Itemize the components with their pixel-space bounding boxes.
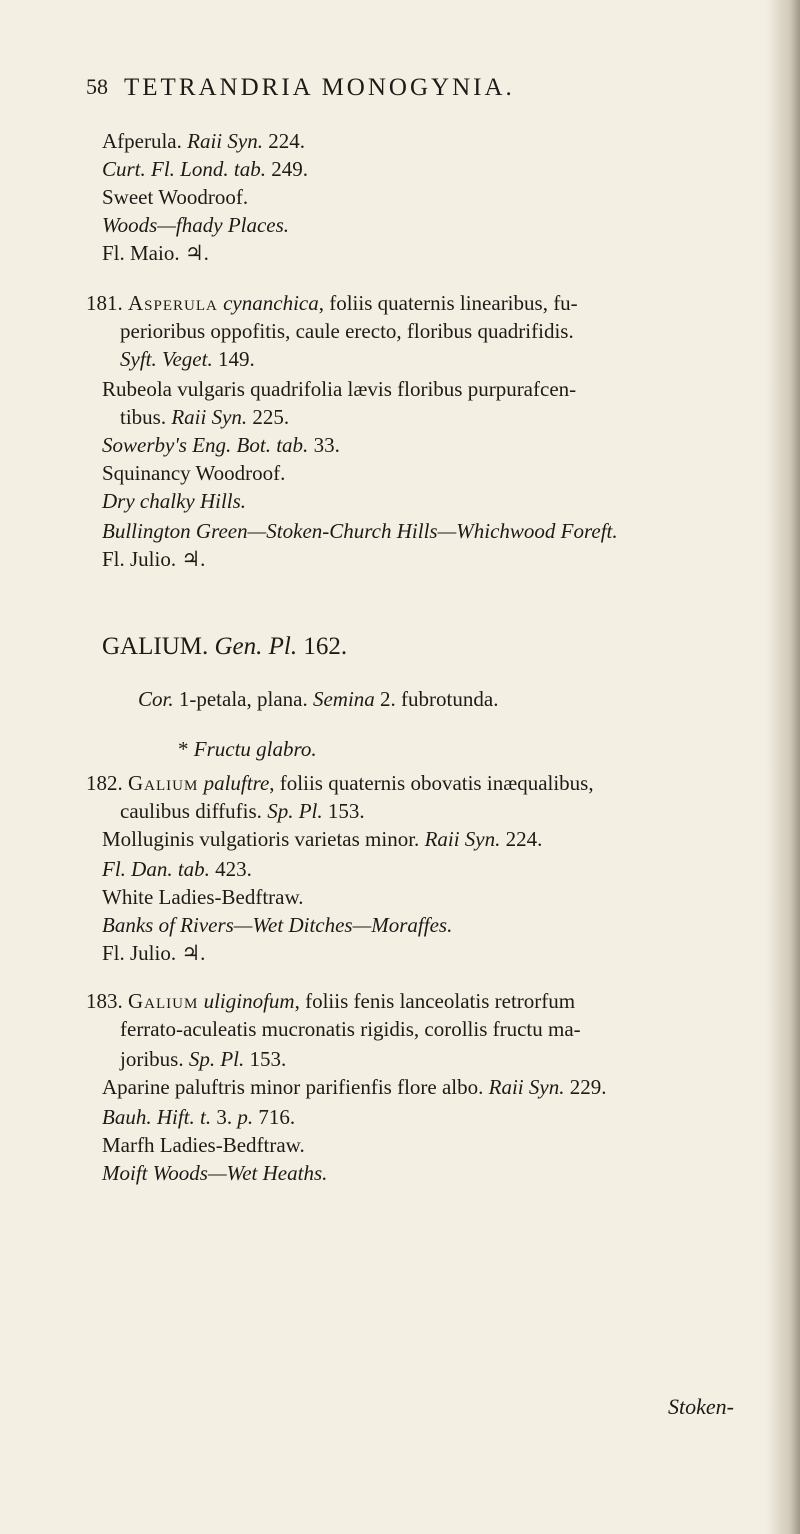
entry-182-line-7 — [102, 940, 205, 966]
text-segment: 229. — [564, 1075, 607, 1099]
entry-183-line-2 — [120, 1016, 581, 1042]
entry-183-line-3 — [120, 1046, 286, 1072]
text-segment: Semina — [312, 687, 375, 711]
text-segment: 153. — [244, 1047, 287, 1071]
text-segment: Squinancy Woodroof. — [102, 461, 286, 485]
entry-183-line-4 — [102, 1074, 606, 1100]
entry-182-line-1 — [86, 770, 594, 796]
text-segment: Syft. Veget. — [120, 347, 213, 371]
text-segment: uliginofum — [203, 989, 295, 1013]
entry-genus-line-2 — [138, 686, 498, 712]
text-segment: Cor. — [138, 687, 174, 711]
text-segment: , foliis quaternis linearibus, fu- — [318, 291, 578, 315]
text-segment: 423. — [209, 857, 252, 881]
text-segment: Bullington Green—Stoken-Church Hills—Whichwood Foreft. — [102, 519, 618, 543]
entry-183-line-7 — [102, 1160, 327, 1186]
entry-cont-line-2 — [102, 156, 308, 182]
page-number: 58 — [86, 74, 108, 99]
text-segment: 249. — [265, 157, 308, 181]
text-segment: 182. — [86, 771, 128, 795]
text-segment: Woods—fhady Places. — [102, 213, 290, 237]
entry-cont-line-5 — [102, 240, 209, 266]
text-segment: Galium — [128, 989, 199, 1013]
text-segment: Sowerby's Eng. Bot. tab. — [102, 433, 309, 457]
text-segment: Raii Syn. — [488, 1075, 565, 1099]
text-segment: , foliis quaternis obovatis inæqualibus, — [269, 771, 594, 795]
entry-181-line-8 — [102, 488, 246, 514]
entry-cont-line-4 — [102, 212, 289, 238]
text-segment: Fl. Dan. tab. — [102, 857, 210, 881]
text-segment: perioribus oppofitis, caule erecto, floribus quadrifidis. — [120, 319, 574, 343]
entry-181-line-7 — [102, 460, 285, 486]
entry-genus-line-3 — [178, 736, 317, 762]
text-segment: White Ladies-Bedftraw. — [102, 885, 304, 909]
text-segment: cynanchica — [223, 291, 319, 315]
text-segment: GALIUM. — [102, 633, 215, 660]
text-segment: 3. — [211, 1105, 238, 1129]
text-segment: joribus. — [120, 1047, 189, 1071]
text-segment: Afperula. — [102, 129, 188, 153]
text-segment: paluftre — [203, 771, 270, 795]
running-head: TETRANDRIA MONOGYNIA. — [124, 74, 515, 101]
text-segment: 162. — [297, 633, 348, 660]
text-segment: Galium — [128, 771, 199, 795]
entry-cont-line-1 — [102, 128, 305, 154]
entry-181-line-1 — [86, 290, 578, 316]
text-segment: , foliis fenis lanceolatis retrorfum — [294, 989, 576, 1013]
text-segment: 224. — [262, 129, 305, 153]
page-header — [86, 72, 706, 112]
text-segment: Bauh. Hift. t. — [102, 1105, 212, 1129]
text-segment: p. — [237, 1105, 254, 1129]
text-segment: Banks of Rivers—Wet Ditches—Moraffes. — [102, 913, 453, 937]
entry-181-line-2 — [120, 318, 574, 344]
text-segment: Sp. Pl. — [188, 1047, 245, 1071]
text-segment: Raii Syn. — [171, 405, 248, 429]
text-segment: 225. — [247, 405, 290, 429]
entry-181-line-6 — [102, 432, 340, 458]
text-segment: Raii Syn. — [187, 129, 263, 153]
entry-183-line-5 — [102, 1104, 295, 1130]
text-segment: Gen. Pl. — [214, 633, 298, 660]
text-segment: 1-petala, plana. — [173, 687, 313, 711]
text-segment: 183. — [86, 989, 128, 1013]
text-segment: Sp. Pl. — [267, 799, 323, 823]
entry-182-line-2 — [120, 798, 365, 824]
text-segment: Fl. Maio. ♃. — [102, 241, 209, 265]
text-segment: Sweet Woodroof. — [102, 185, 249, 209]
text-segment: Aparine paluftris minor parifienfis flore albo. — [102, 1075, 489, 1099]
text-segment: 181. — [86, 291, 128, 315]
text-segment: Marfh Ladies-Bedftraw. — [102, 1133, 305, 1157]
text-segment: 149. — [212, 347, 255, 371]
entry-182-line-5 — [102, 884, 304, 910]
text-segment: tibus. — [120, 405, 172, 429]
text-segment: 153. — [322, 799, 365, 823]
entry-182-line-3 — [102, 826, 542, 852]
entry-181-line-4 — [102, 376, 576, 402]
entry-182-line-4 — [102, 856, 252, 882]
text-segment: Raii Syn. — [424, 827, 501, 851]
page-edge-shadow — [766, 0, 800, 1534]
text-segment: Rubeola vulgaris quadrifolia lævis floribus purpurafcen- — [102, 377, 577, 401]
entry-181-line-10 — [102, 546, 205, 572]
text-segment: Dry chalky Hills. — [102, 489, 247, 513]
text-segment: Asperula — [128, 291, 218, 315]
entry-181-line-9 — [102, 518, 618, 544]
text-segment: ferrato-aculeatis mucronatis rigidis, corollis fructu ma- — [120, 1017, 581, 1041]
entry-181-line-5 — [120, 404, 289, 430]
text-segment: 2. fubrotunda. — [374, 687, 499, 711]
entry-genus-line-1 — [102, 634, 347, 660]
text-segment: Moift Woods—Wet Heaths. — [102, 1161, 328, 1185]
entry-182-line-6 — [102, 912, 452, 938]
text-segment: Fructu glabro. — [193, 737, 317, 761]
text-segment: Molluginis vulgatioris varietas minor. — [102, 827, 425, 851]
entry-cont-line-3 — [102, 184, 248, 210]
entry-183-line-1 — [86, 988, 575, 1014]
text-segment: Curt. Fl. Lond. tab. — [102, 157, 266, 181]
text-segment: 33. — [308, 433, 340, 457]
text-segment: 224. — [500, 827, 543, 851]
entry-183-line-6 — [102, 1132, 305, 1158]
entry-181-line-3 — [120, 346, 255, 372]
text-segment: Fl. Julio. ♃. — [102, 547, 206, 571]
catchword: Stoken- — [668, 1394, 734, 1419]
text-segment: Fl. Julio. ♃. — [102, 941, 206, 965]
text-segment: * — [178, 737, 194, 761]
text-segment: 716. — [253, 1105, 296, 1129]
text-segment: caulibus diffufis. — [120, 799, 268, 823]
